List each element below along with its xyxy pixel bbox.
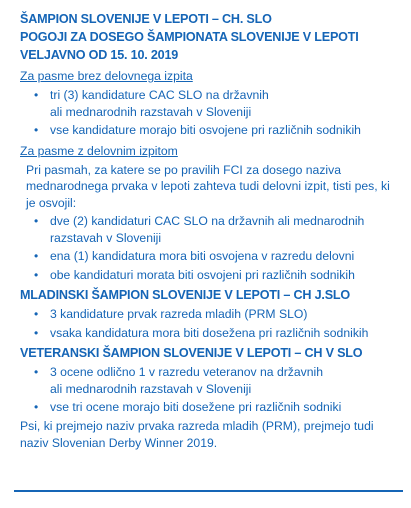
bottom-divider <box>14 490 403 492</box>
section-title-no-working-exam: Za pasme brez delovnega izpita <box>20 69 193 83</box>
bullet-icon: • <box>34 307 39 321</box>
derby-winner-note: Psi, ki prejmejo naziv prvaka razreda mladih (PRM), prejmejo tudi naziv Slovenian Derby Winner 2019. <box>20 418 374 450</box>
veteran-champion-list <box>20 364 401 416</box>
bullet-icon: • <box>34 365 39 379</box>
junior-champion-list <box>20 306 401 341</box>
working-exam-list <box>20 213 401 283</box>
list-item: • 3 ocene odlično 1 v razredu veteranov na državnih ali mednarodnih razstavah v Sloveniji <box>34 365 324 396</box>
bullet-icon: • <box>34 88 39 102</box>
list-item: • obe kandidaturi morata biti osvojeni pri različnih sodnikih <box>34 267 355 282</box>
bullet-icon: • <box>34 123 39 137</box>
section-title-working-exam: Za pasme z delovnim izpitom <box>20 143 178 158</box>
bullet-icon: • <box>34 214 39 228</box>
list-item: • tri (3) kandidature CAC SLO na državnih ali mednarodnih razstavah v Sloveniji <box>34 88 269 119</box>
bullet-icon: • <box>34 325 39 340</box>
list-item: • 3 kandidature prvak razreda mladih (PRM SLO) <box>34 307 308 321</box>
list-item: • dve (2) kandidaturi CAC SLO na državnih ali mednarodnih razstavah v Sloveniji <box>34 214 365 245</box>
no-working-exam-list <box>20 87 401 139</box>
list-item: • ena (1) kandidatura mora biti osvojena v razredu delovni <box>34 249 355 263</box>
junior-champion-heading: MLADINSKI ŠAMPION SLOVENIJE V LEPOTI – CH J.SLO <box>20 288 350 302</box>
working-exam-intro: Pri pasmah, za katere se po pravilih FCI za dosego naziva mednarodnega prvaka v lepoti zahteva tudi delovni izpit, tisti pes, ki je osvojil: <box>26 162 390 210</box>
bullet-icon: • <box>34 249 39 263</box>
veteran-champion-heading: VETERANSKI ŠAMPION SLOVENIJE V LEPOTI – CH V SLO <box>20 346 363 360</box>
conditions-heading-line-1: POGOJI ZA DOSEGO ŠAMPIONATA SLOVENIJE V LEPOTI <box>20 30 359 44</box>
list-item: • vsaka kandidatura mora biti dosežena pri različnih sodnikih <box>34 325 369 340</box>
list-item: • vse tri ocene morajo biti dosežene pri različnih sodniki <box>34 400 342 414</box>
conditions-heading-line-2: VELJAVNO OD 15. 10. 2019 <box>20 48 179 62</box>
page-title: ŠAMPION SLOVENIJE V LEPOTI – CH. SLO <box>20 12 272 26</box>
list-item: • vse kandidature morajo biti osvojene pri različnih sodnikih <box>34 123 361 137</box>
conditions-heading <box>20 28 401 64</box>
bullet-icon: • <box>34 400 39 414</box>
bullet-icon: • <box>34 267 39 282</box>
